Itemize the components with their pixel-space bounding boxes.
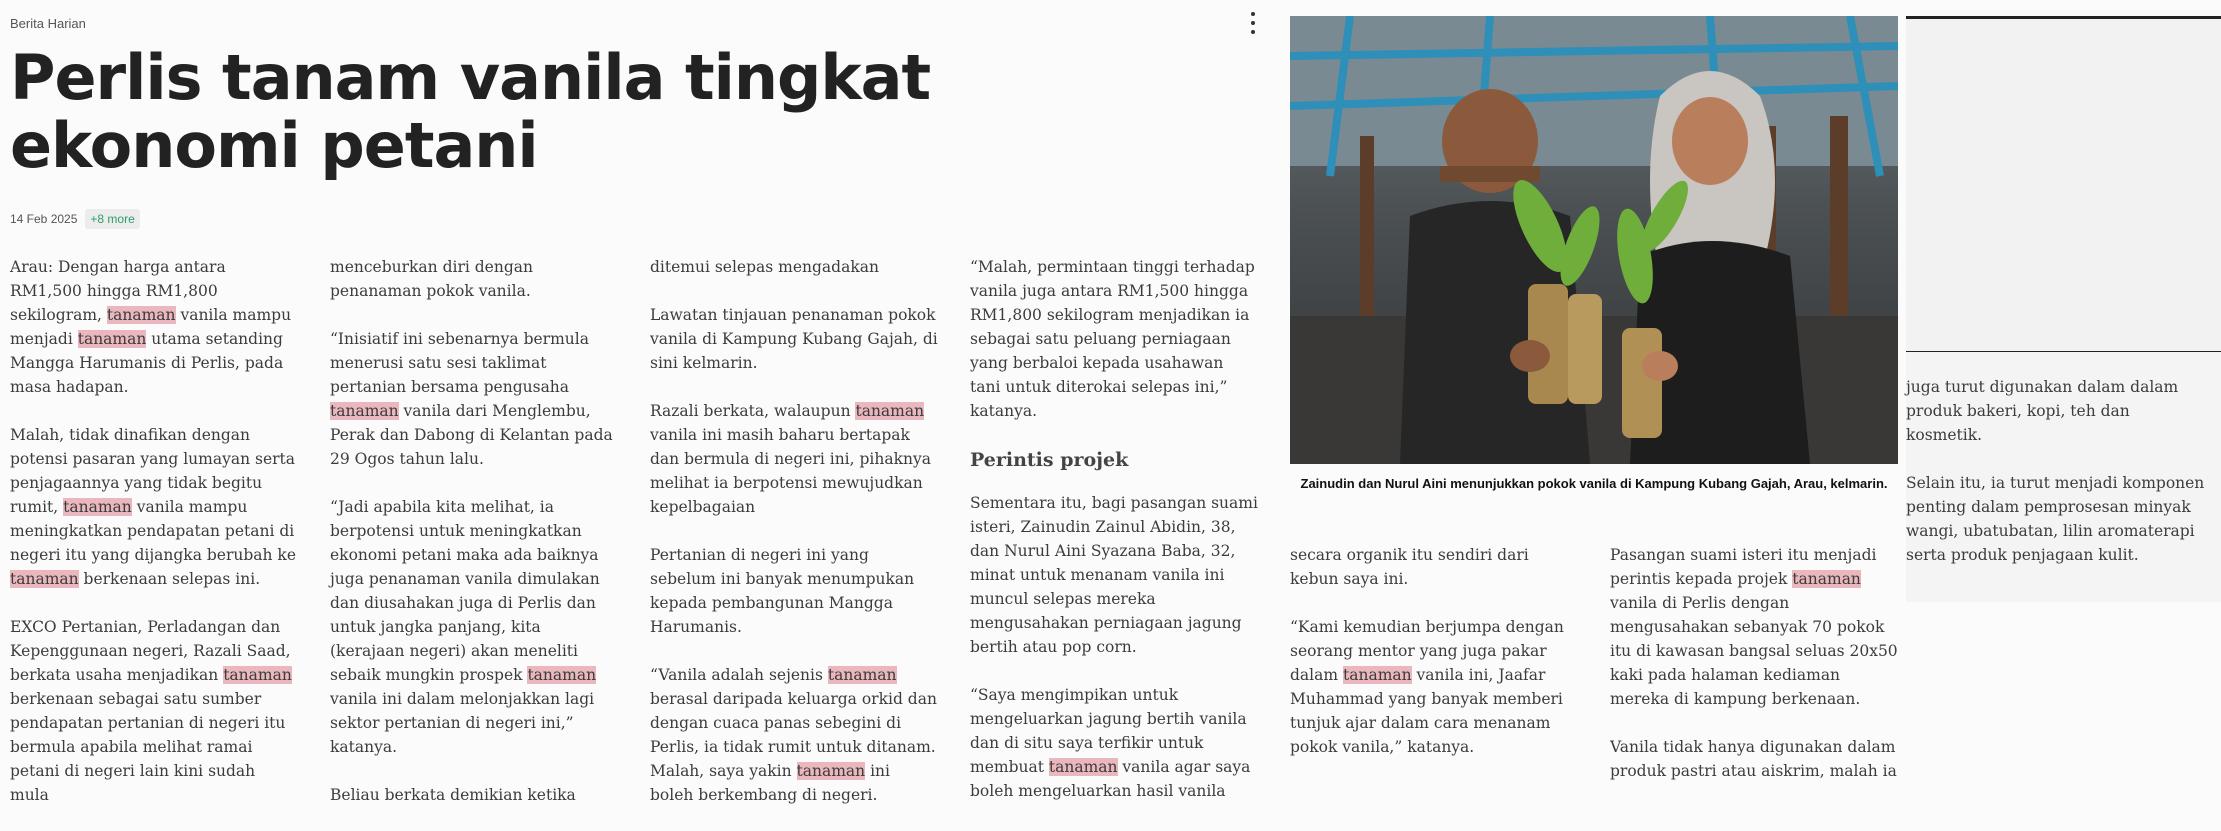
article-column-4	[970, 255, 1258, 827]
article-photo[interactable]	[1290, 16, 1898, 464]
paragraph: juga turut digunakan dalam dalam produk bakeri, kopi, teh dan kosmetik.	[1906, 378, 2179, 444]
more-options-icon[interactable]	[1246, 12, 1260, 34]
paragraph: “Malah, permintaan tinggi terhadap vanila juga antara RM1,500 hingga RM1,800 sekilogram menjadikan ia sebagai satu peluang perniagaan yang berbaloi kepada usahawan tani untuk diterokai selepas ini,” katanya.	[970, 258, 1255, 420]
keyword-highlight: tanaman	[223, 666, 292, 684]
keyword-highlight: tanaman	[527, 666, 597, 684]
paragraph: “Kami kemudian berjumpa dengan seorang mentor yang juga pakar dalam tanaman vanila ini, Jaafar Muhammad yang banyak memberi tunjuk ajar dalam cara menanam pokok vanila,” katanya.	[1290, 618, 1564, 756]
article-headline: Perlis tanam vanila tingkat ekonomi petani	[10, 41, 931, 182]
article-column-1	[10, 255, 298, 831]
paragraph: Sementara itu, bagi pasangan suami isteri, Zainudin Zainul Abidin, 38, dan Nurul Aini Syazana Baba, 32, minat untuk menanam vanila ini muncul selepas mereka mengusahakan perniagaan jagung bertih atau pop corn.	[970, 494, 1258, 656]
paragraph: “Vanila adalah sejenis tanaman berasal daripada keluarga orkid dan dengan cuaca panas sebegini di Perlis, ia tidak rumit untuk ditanam. Malah, saya yakin tanaman ini boleh berkembang di negeri.	[650, 666, 937, 804]
paragraph: menceburkan diri dengan penanaman pokok vanila.	[330, 258, 533, 300]
article-column-2	[330, 255, 618, 831]
keyword-highlight: tanaman	[77, 330, 147, 348]
paragraph: Arau: Dengan harga antara RM1,500 hingga RM1,800 sekilogram, tanaman vanila mampu menjadi tanaman utama setanding Mangga Harumanis di Perlis, pada masa hadapan.	[10, 258, 292, 396]
paragraph: Pertanian di negeri ini yang sebelum ini banyak menumpukan kepada pembangunan Mangga Harumanis.	[650, 546, 915, 636]
article-column-6	[1610, 543, 1898, 807]
article-column-7	[1906, 375, 2206, 591]
paragraph: Malah, tidak dinafikan dengan potensi pasaran yang lumayan serta penjagaannya yang tidak begitu rumit, tanaman vanila mampu meningkatkan pendapatan petani di negeri itu yang dijangka berubah ke tanaman berkenaan selepas ini.	[10, 426, 296, 588]
keyword-highlight: tanaman	[1048, 758, 1118, 776]
article-meta	[10, 209, 140, 229]
paragraph: Razali berkata, walaupun tanaman vanila ini masih baharu bertapak dan bermula di negeri ini, pihaknya melihat ia berpotensi mewujudkan kepelbagaian	[650, 402, 931, 516]
more-tags-button[interactable]: +8 more	[85, 209, 139, 229]
vanilla-farmers-photo	[1290, 16, 1898, 464]
paragraph: “Jadi apabila kita melihat, ia berpotensi untuk meningkatkan ekonomi petani maka ada baiknya juga penanaman vanila dimulakan dan diusahakan juga di Perlis dan untuk jangka panjang, kita (kerajaan negeri) akan meneliti sebaik mungkin prospek tanaman vanila ini dalam melonjakkan lagi sektor pertanian di negeri ini,” katanya.	[330, 498, 600, 756]
keyword-highlight: tanaman	[10, 570, 79, 588]
paragraph: Lawatan tinjauan penanaman pokok vanila di Kampung Kubang Gajah, di sini kelmarin.	[650, 306, 938, 372]
keyword-highlight: tanaman	[1343, 666, 1412, 684]
keyword-highlight: tanaman	[63, 498, 132, 516]
publication-name: Berita Harian	[10, 16, 86, 31]
paragraph: Pasangan suami isteri itu menjadi perintis kepada projek tanaman vanila di Perlis dengan mengusahakan sebanyak 70 pokok itu di kawasan bangsal seluas 20x50 kaki pada halaman kediaman mereka di kampung berkenaan.	[1610, 546, 1898, 708]
article-column-3	[650, 255, 938, 831]
publish-date: 14 Feb 2025	[10, 212, 78, 226]
keyword-highlight: tanaman	[330, 402, 399, 420]
paragraph: “Inisiatif ini sebenarnya bermula menerusi satu sesi taklimat pertanian bersama pengusaha tanaman vanila dari Menglembu, Perak dan Dabong di Kelantan pada 29 Ogos tahun lalu.	[330, 330, 613, 468]
keyword-highlight: tanaman	[1792, 570, 1861, 588]
keyword-highlight: tanaman	[827, 666, 897, 684]
keyword-highlight: tanaman	[796, 762, 866, 780]
photo-caption: Zainudin dan Nurul Aini menunjukkan pokok vanila di Kampung Kubang Gajah, Arau, kelmarin.	[1300, 476, 1888, 491]
paragraph: secara organik itu sendiri dari kebun saya ini.	[1290, 546, 1529, 588]
keyword-highlight: tanaman	[106, 306, 176, 324]
paragraph: Selain itu, ia turut menjadi komponen penting dalam pemprosesan minyak wangi, ubatubatan, lilin aromaterapi serta produk penjagaan kulit.	[1906, 474, 2205, 564]
paragraph: ditemui selepas mengadakan	[650, 258, 879, 276]
blank-ad-panel	[1906, 16, 2221, 354]
paragraph: Beliau berkata demikian ketika	[330, 786, 576, 804]
paragraph: EXCO Pertanian, Perladangan dan Kepenggunaan negeri, Razali Saad, berkata usaha menjadikan tanaman berkenaan sebagai satu sumber pendapatan pertanian di negeri itu bermula apabila melihat ramai petani di negeri lain kini sudah mula	[10, 618, 292, 804]
article-column-5	[1290, 543, 1578, 783]
paragraph: Vanila tidak hanya digunakan dalam produk pastri atau aiskrim, malah ia	[1610, 738, 1897, 780]
section-heading: Perintis projek	[970, 449, 1129, 471]
paragraph: “Saya mengimpikan untuk mengeluarkan jagung bertih vanila dan di situ saya terfikir untuk membuat tanaman vanila agar saya boleh mengeluarkan hasil vanila	[970, 686, 1251, 800]
keyword-highlight: tanaman	[855, 402, 925, 420]
